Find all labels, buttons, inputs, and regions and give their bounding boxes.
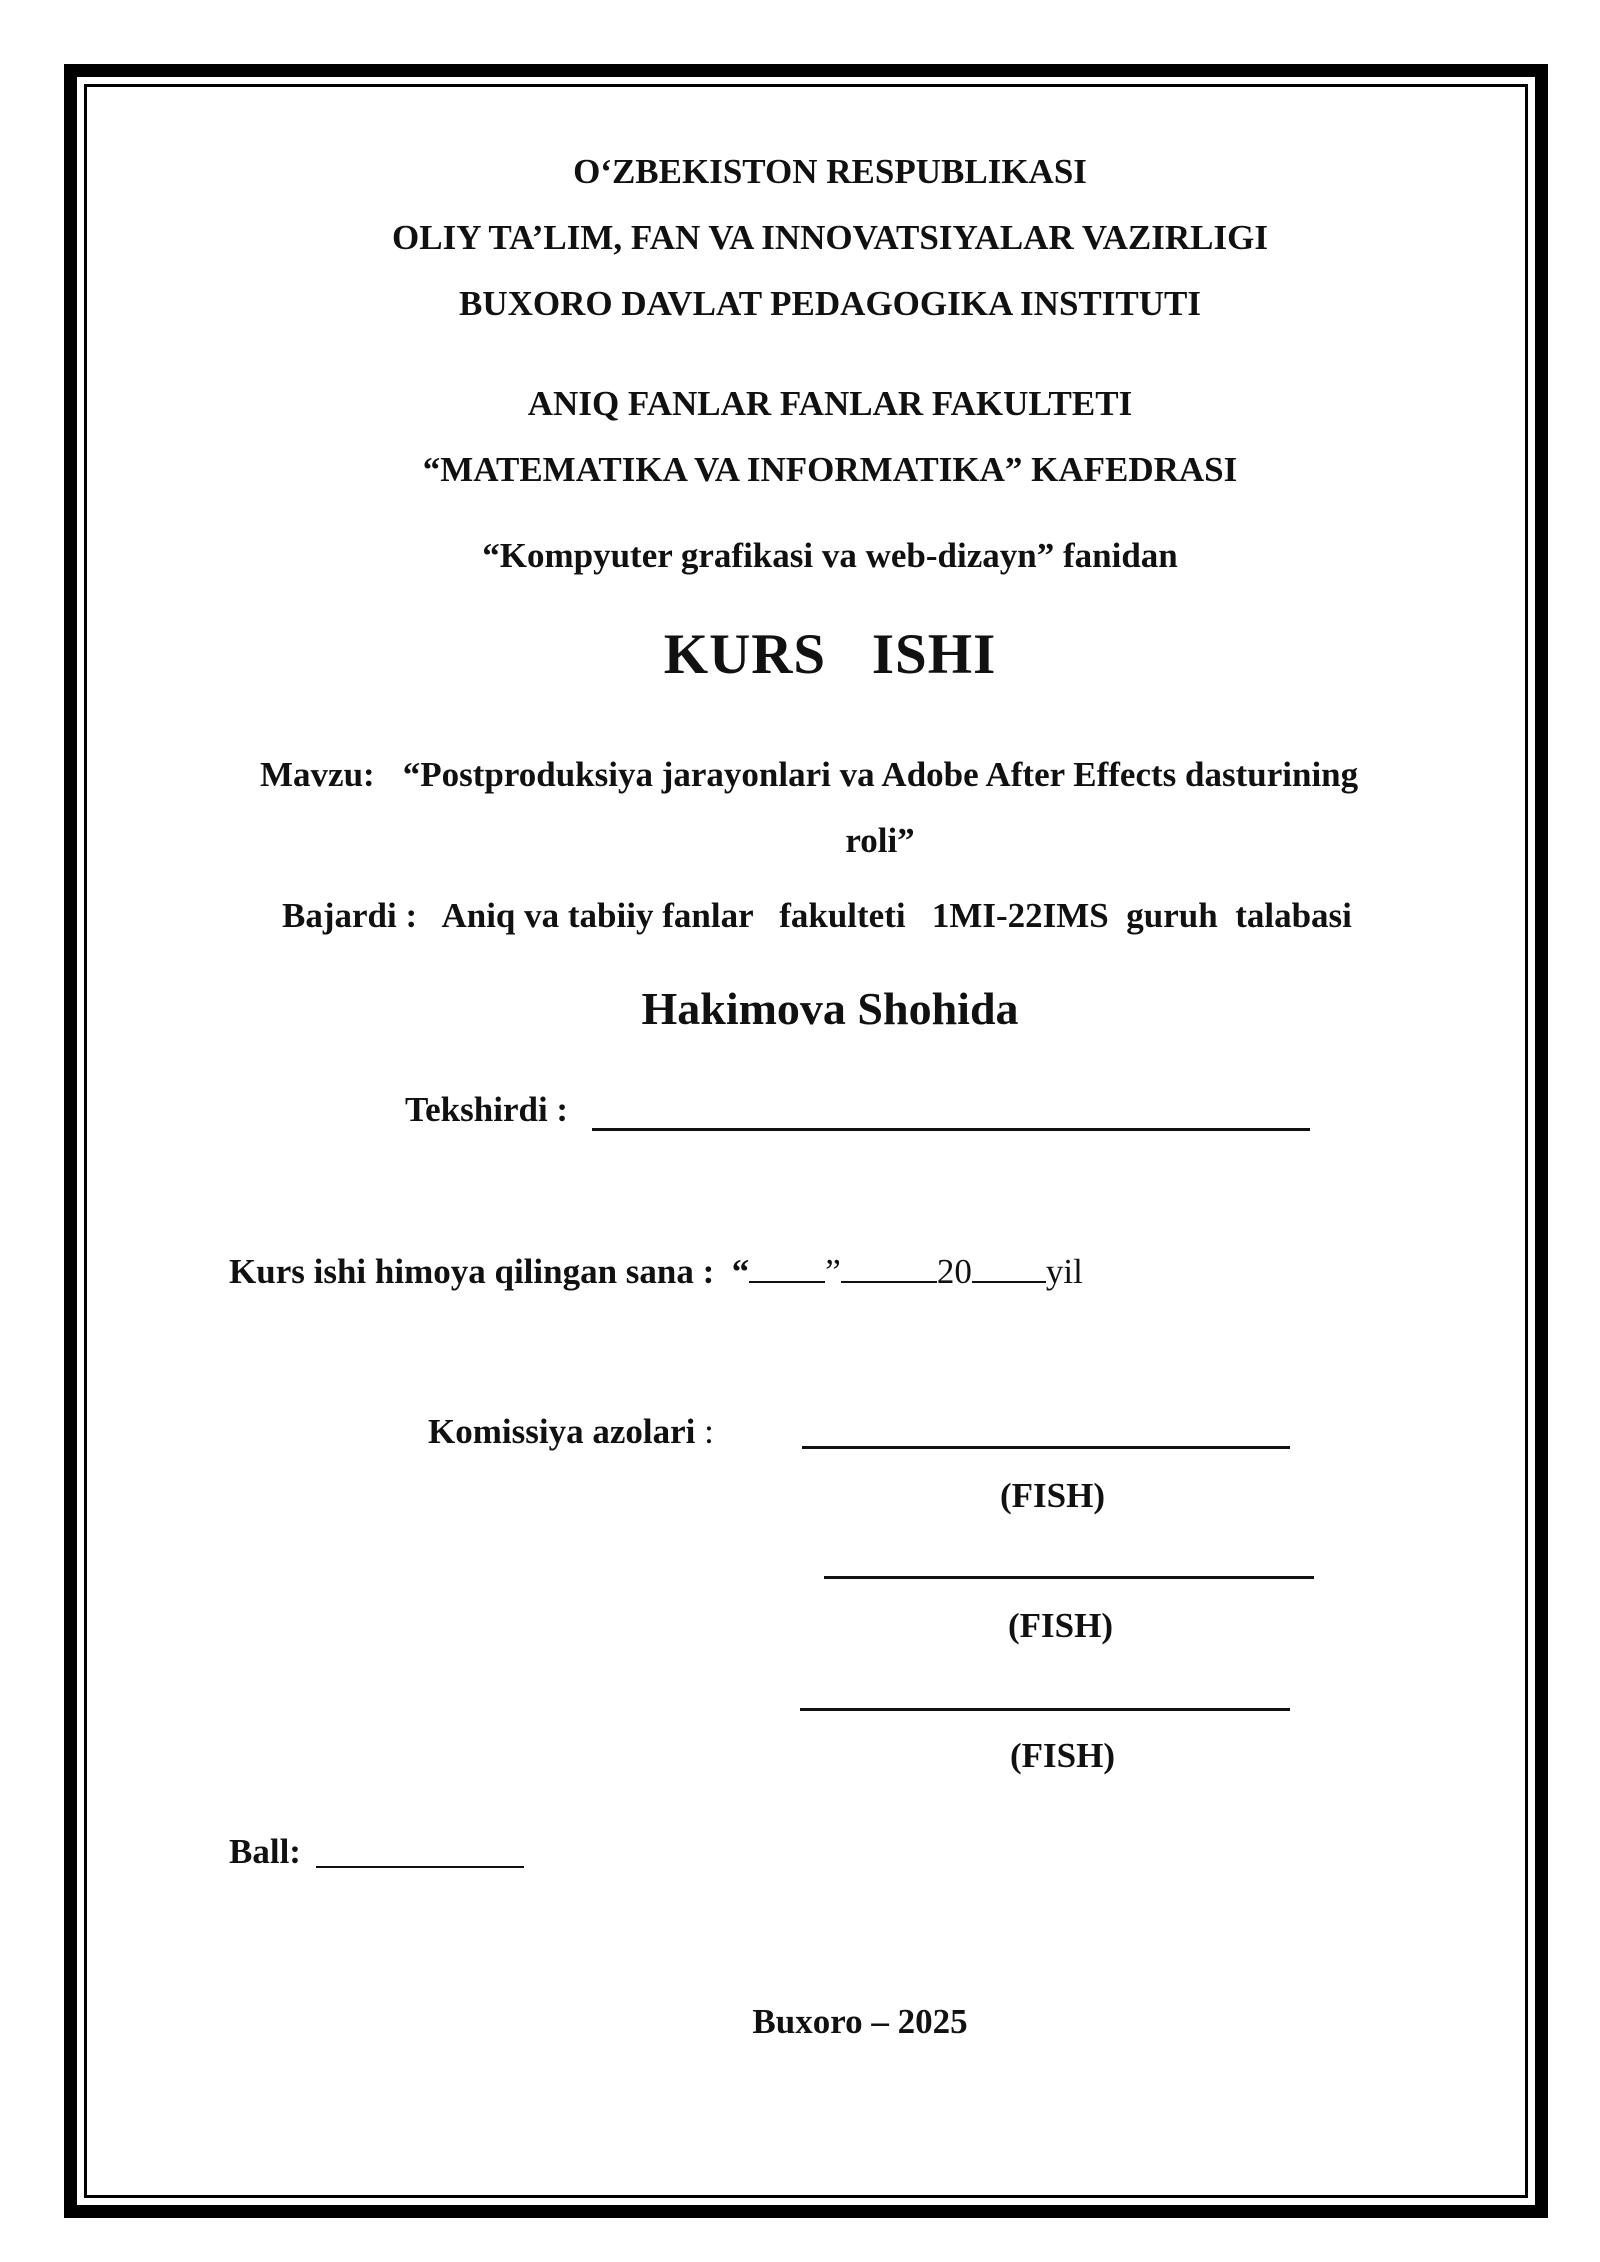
performer-text: Aniq va tabiiy fanlar fakulteti 1MI-22IMS guruh talabasi	[441, 896, 1352, 935]
city-year: Buxoro – 2025	[752, 2002, 968, 2041]
document-title: KURS ISHI	[663, 623, 997, 686]
defense-date-line	[229, 1252, 1083, 1292]
performer-line	[282, 896, 1352, 936]
commission-signature-line-3	[800, 1708, 1290, 1711]
institute-heading: BUXORO DAVLAT PEDAGOGIKA INSTITUTI	[459, 284, 1201, 323]
commission-signature-line-2	[824, 1576, 1314, 1579]
open-quote: “	[731, 1252, 750, 1291]
topic-block	[260, 742, 1460, 860]
checker-label: Tekshirdi :	[405, 1090, 569, 1129]
country-heading: O‘ZBEKISTON RESPUBLIKASI	[573, 152, 1087, 191]
year-blank	[972, 1253, 1046, 1283]
topic-label: Mavzu:	[260, 755, 375, 794]
commission-caption-1: (FISH)	[1000, 1476, 1105, 1515]
year-prefix: 20	[936, 1252, 972, 1291]
close-quote: ”	[825, 1252, 841, 1291]
ministry-heading: OLIY TA’LIM, FAN VA INNOVATSIYALAR VAZIRLIGI	[392, 218, 1268, 257]
topic-text-line1: “Postproduksiya jarayonlari va Adobe After Effects dasturining	[402, 755, 1359, 794]
year-suffix: yil	[1045, 1252, 1083, 1291]
subject-heading: “Kompyuter grafikasi va web-dizayn” fanidan	[482, 536, 1178, 575]
commission-signature-line-1	[802, 1446, 1290, 1449]
student-name: Hakimova Shohida	[641, 983, 1019, 1034]
commission-colon: :	[704, 1412, 714, 1451]
topic-text-line2: roli”	[845, 821, 915, 860]
defense-date-label: Kurs ishi himoya qilingan sana :	[229, 1252, 715, 1291]
department-heading: “MATEMATIKA VA INFORMATIKA” KAFEDRASI	[422, 450, 1238, 489]
commission-caption-3: (FISH)	[1010, 1736, 1115, 1775]
day-blank	[749, 1253, 825, 1283]
score-label: Ball:	[229, 1832, 301, 1871]
month-blank	[841, 1253, 937, 1283]
faculty-heading: ANIQ FANLAR FANLAR FAKULTETI	[527, 384, 1133, 423]
checker-signature-line	[592, 1128, 1310, 1131]
commission-line	[428, 1412, 714, 1452]
score-blank-line	[316, 1866, 524, 1868]
commission-label: Komissiya azolari	[428, 1412, 696, 1451]
performer-label: Bajardi :	[282, 896, 418, 935]
commission-caption-2: (FISH)	[1008, 1606, 1113, 1645]
